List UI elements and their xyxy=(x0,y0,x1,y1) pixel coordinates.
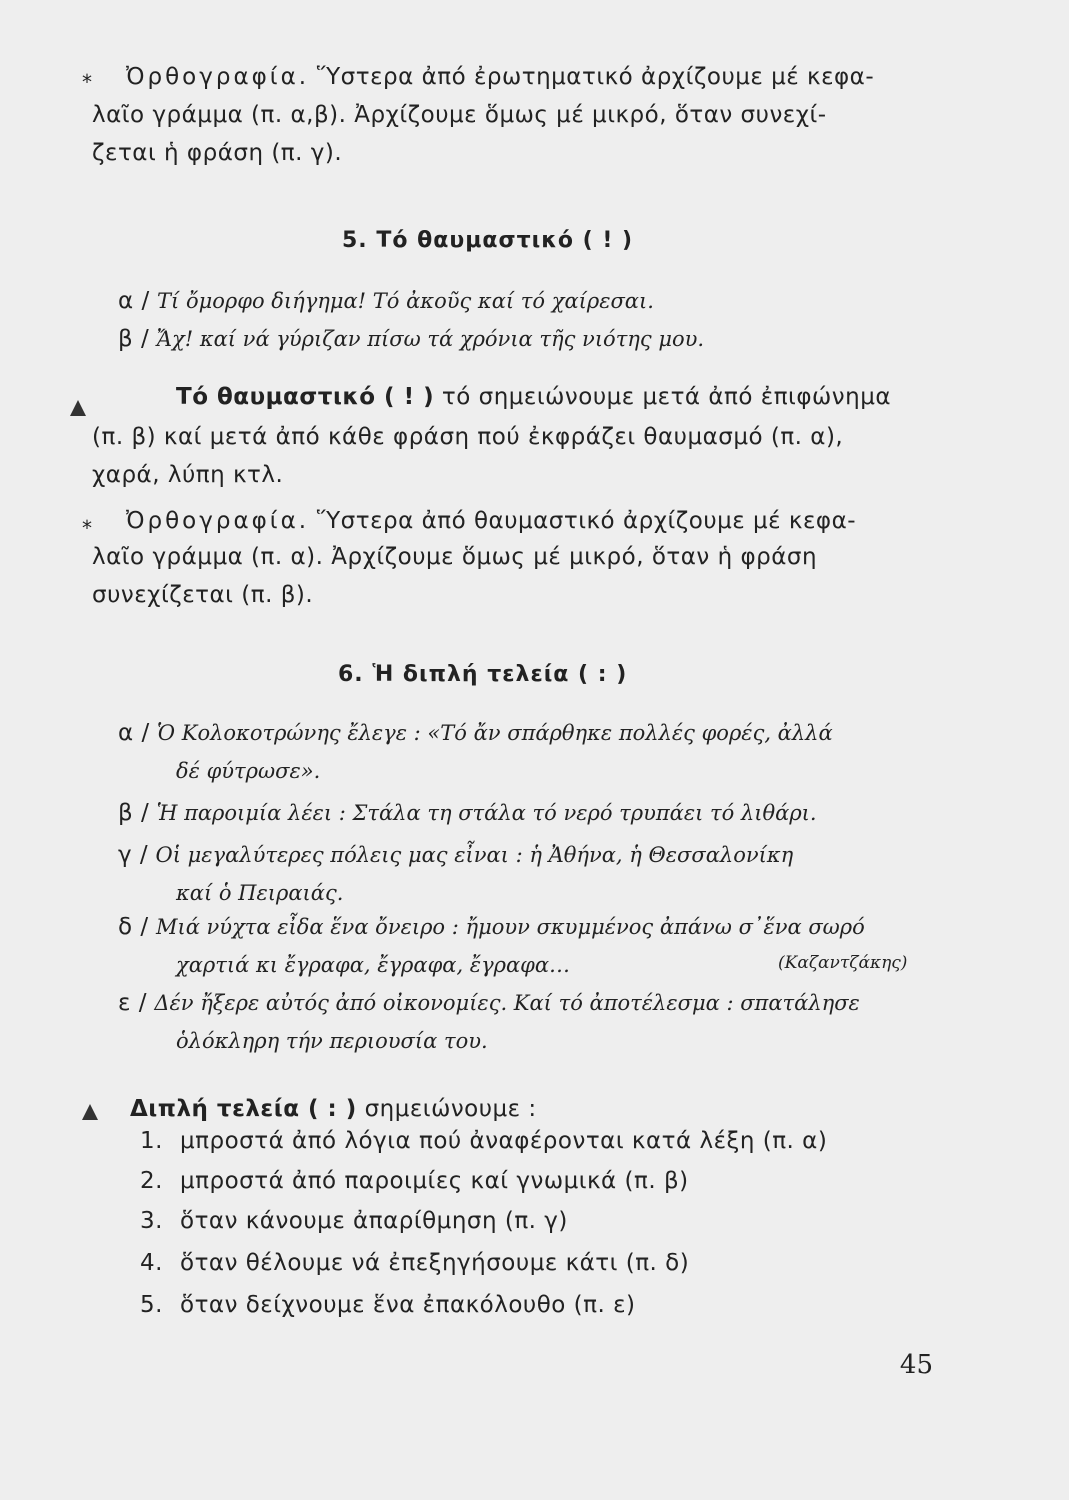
rule-list-item: 5. ὅταν δείχνουμε ἕνα ἐπακόλουθο (π. ε) xyxy=(140,1292,636,1318)
example-6c-cont: καί ὁ Πειραιάς. xyxy=(176,881,344,905)
ortho-note-line-2: λαῖο γράμμα (π. α,β). Ἀρχίζουμε ὅμως μέ μικρό, ὅταν συνεχί- xyxy=(92,102,827,128)
section-6-title: 6. Ἡ διπλή τελεία ( : ) xyxy=(338,662,628,687)
example-5a: α / Τί ὄμορφο διήγημα! Τό ἀκοῦς καί τό χαίρεσαι. xyxy=(118,288,654,314)
rule-6-intro: Διπλή τελεία ( : ) σημειώνουμε : xyxy=(130,1096,537,1122)
example-6a-cont: δέ φύτρωσε». xyxy=(176,759,321,783)
rule-list-item: 1. μπροστά ἀπό λόγια πού ἀναφέρονται κατά λέξη (π. α) xyxy=(140,1128,828,1154)
ortho-note-2-line-1: Ὀρθογραφία. Ὕστερα ἀπό θαυμαστικό ἀρχίζουμε μέ κεφα- xyxy=(126,508,857,534)
section-5-title: 5. Τό θαυμαστικό ( ! ) xyxy=(342,228,634,253)
triangle-marker-icon xyxy=(82,1104,98,1120)
ortho-note-line-1: Ὀρθογραφία. Ὕστερα ἀπό ἐρωτηματικό ἀρχίζουμε μέ κεφα- xyxy=(126,64,875,90)
asterisk-icon: * xyxy=(82,516,92,540)
rule-5-line-3: χαρά, λύπη κτλ. xyxy=(92,462,284,488)
ortho-note-line-3: ζεται ἡ φράση (π. γ). xyxy=(92,140,343,166)
rule-list-item: 3. ὅταν κάνουμε ἀπαρίθμηση (π. γ) xyxy=(140,1208,568,1234)
ortho-label: Ὀρθογραφία. xyxy=(126,64,310,90)
example-6d: δ / Μιά νύχτα εἶδα ἕνα ὄνειρο : ἤμουν σκυμμένος ἀπάνω σ᾽ἕνα σωρό xyxy=(118,914,865,940)
page-number: 45 xyxy=(899,1350,933,1380)
triangle-marker-icon xyxy=(70,400,86,416)
rule-5-line-1: Τό θαυμαστικό ( ! ) τό σημειώνουμε μετά ἀπό ἐπιφώνημα xyxy=(176,384,891,410)
ortho-note-2-line-2: λαῖο γράμμα (π. α). Ἀρχίζουμε ὅμως μέ μικρό, ὅταν ἡ φράση xyxy=(92,544,818,570)
asterisk-icon: * xyxy=(82,70,92,94)
rule-list-item: 2. μπροστά ἀπό παροιμίες καί γνωμικά (π. β) xyxy=(140,1168,689,1194)
example-6e: ε / Δέν ἤξερε αὐτός ἀπό οἰκονομίες. Καί τό ἀποτέλεσμα : σπατάλησε xyxy=(118,990,860,1016)
author-attribution: (Καζαντζάκης) xyxy=(778,953,908,973)
example-6d-cont: χαρτιά κι ἔγραφα, ἔγραφα, ἔγραφα… xyxy=(176,953,571,977)
ortho-label: Ὀρθογραφία. xyxy=(126,508,310,534)
example-6a: α / Ὁ Κολοκοτρώνης ἔλεγε : «Τό ἄν σπάρθηκε πολλές φορές, ἀλλά xyxy=(118,720,833,746)
example-6e-cont: ὁλόκληρη τήν περιουσία του. xyxy=(176,1029,488,1053)
rule-list-item: 4. ὅταν θέλουμε νά ἐπεξηγήσουμε κάτι (π. δ) xyxy=(140,1250,690,1276)
ortho-note-2-line-3: συνεχίζεται (π. β). xyxy=(92,582,314,608)
example-5b: β / Ἄχ! καί νά γύριζαν πίσω τά χρόνια τῆς νιότης μου. xyxy=(118,326,705,352)
example-6c: γ / Οἱ μεγαλύτερες πόλεις μας εἶναι : ἡ Ἀθήνα, ἡ Θεσσαλονίκη xyxy=(118,842,794,868)
example-6b: β / Ἡ παροιμία λέει : Στάλα τη στάλα τό νερό τρυπάει τό λιθάρι. xyxy=(118,800,817,826)
rule-5-line-2: (π. β) καί μετά ἀπό κάθε φράση πού ἐκφράζει θαυμασμό (π. α), xyxy=(92,424,844,450)
